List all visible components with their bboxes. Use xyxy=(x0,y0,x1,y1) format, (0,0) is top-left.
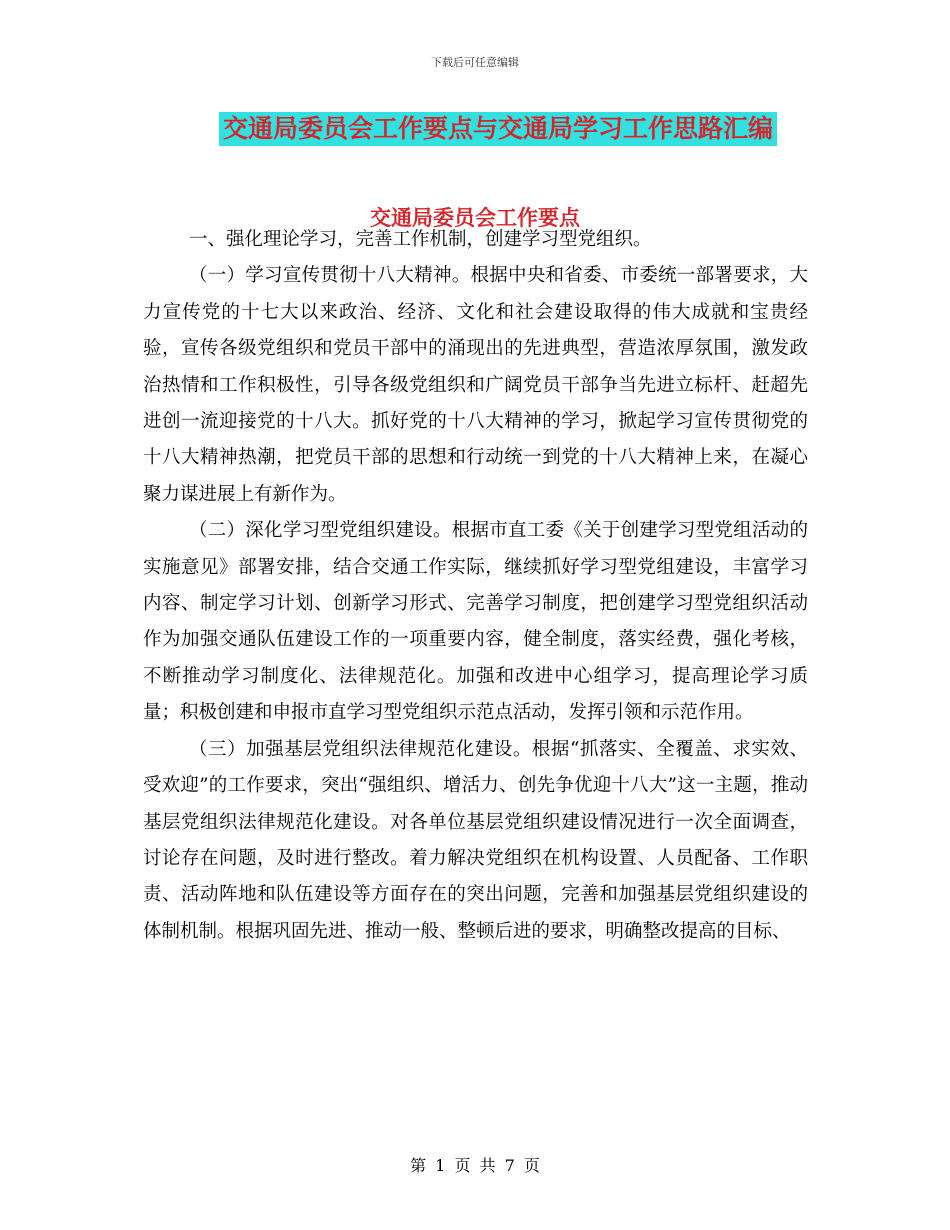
paragraph: （三）加强基层党组织法律规范化建设。根据“抓落实、全覆盖、求实效、受欢迎”的工作要求，突出“强组织、增活力、创先争优迎十八大”这一主题，推动基层党组织法律规范化建设。对各单位基层党组织建设情况进行一次全面调查，讨论存在问题，及时进行整改。着力解决党组织在机构设置、人员配备、工作职责、活动阵地和队伍建设等方面存在的突出问题，完善和加强基层党组织建设的体制机制。根据巩固先进、推动一般、整顿后进的要求，明确整改提高的目标、 xyxy=(143,738,808,942)
header-note: 下载后可任意编辑 xyxy=(431,56,519,69)
paragraph: （二）深化学习型党组织建设。根据市直工委《关于创建学习型党组活动的实施意见》部署安排，结合交通工作实际，继续抓好学习型党组建设，丰富学习内容、制定学习计划、创新学习形式、完善学习制度，把创建学习型党组织活动作为加强交通队伍建设工作的一项重要内容，健全制度，落实经费，强化考核，不断推动学习制度化、法律规范化。加强和改进中心组学习，提高理论学习质量；积极创建和申报市直学习型党组织示范点活动，发挥引领和示范作用。 xyxy=(143,520,808,724)
paragraph: （一）学习宣传贯彻十八大精神。根据中央和省委、市委统一部署要求，大力宣传党的十七大以来政治、经济、文化和社会建设取得的伟大成就和宝贵经验，宣传各级党组织和党员干部中的涌现出的先进典型，营造浓厚氛围，激发政治热情和工作积极性，引导各级党组织和广阔党员干部争当先进立标杆、赶超先进创一流迎接党的十八大。抓好党的十八大精神的学习，掀起学习宣传贯彻党的十八大精神热潮，把党员干部的思想和行动统一到党的十八大精神上来，在凝心聚力谋进展上有新作为。 xyxy=(143,265,808,505)
body-text xyxy=(143,222,808,950)
paragraph-section-heading: 一、强化理论学习，完善工作机制，创建学习型党组织。 xyxy=(189,229,652,250)
main-title-container xyxy=(0,112,950,146)
page-number-footer: 第 1 页 共 7 页 xyxy=(410,1156,540,1175)
sub-title: 交通局委员会工作要点 xyxy=(370,205,580,230)
main-title: 交通局委员会工作要点与交通局学习工作思路汇编 xyxy=(219,112,777,146)
